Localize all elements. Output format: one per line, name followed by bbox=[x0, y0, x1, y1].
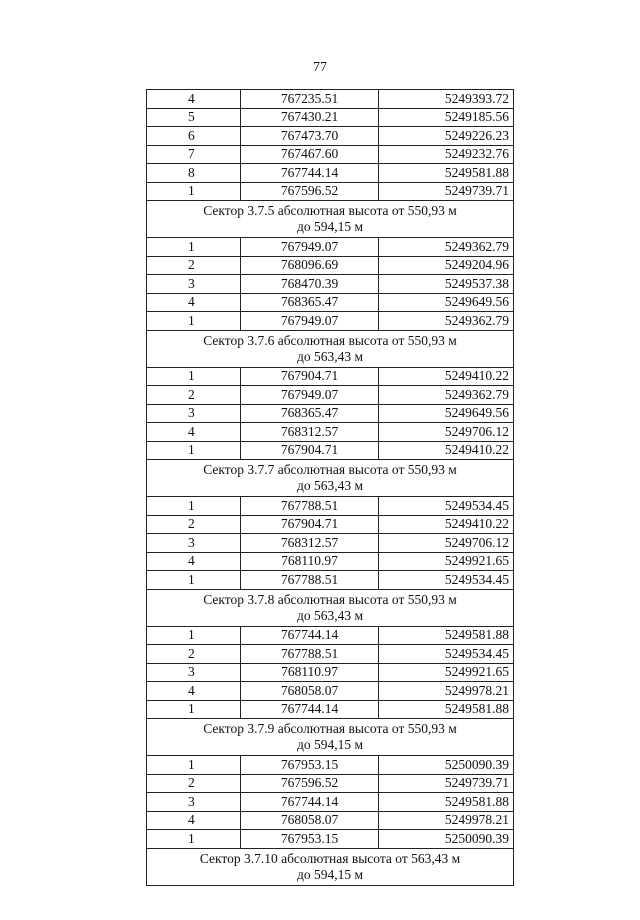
point-number-cell: 1 bbox=[147, 497, 241, 516]
x-coordinate-cell: 767949.07 bbox=[241, 312, 379, 331]
table-row bbox=[147, 90, 514, 109]
x-coordinate-cell: 767596.52 bbox=[241, 182, 379, 201]
y-coordinate-cell: 5249410.22 bbox=[379, 515, 514, 534]
point-number-cell: 1 bbox=[147, 312, 241, 331]
point-number-cell: 4 bbox=[147, 90, 241, 109]
y-coordinate-cell: 5249534.45 bbox=[379, 571, 514, 590]
point-number-cell: 2 bbox=[147, 515, 241, 534]
y-coordinate-cell: 5249921.65 bbox=[379, 552, 514, 571]
y-coordinate-cell: 5249581.88 bbox=[379, 700, 514, 719]
y-coordinate-cell: 5249739.71 bbox=[379, 182, 514, 201]
y-coordinate-cell: 5249978.21 bbox=[379, 811, 514, 830]
y-coordinate-cell: 5249393.72 bbox=[379, 90, 514, 109]
table-row bbox=[147, 275, 514, 294]
table-row bbox=[147, 164, 514, 183]
table-row bbox=[147, 238, 514, 257]
x-coordinate-cell: 768096.69 bbox=[241, 256, 379, 275]
sector-height-upper: до 594,15 м bbox=[296, 737, 364, 752]
y-coordinate-cell: 5249204.96 bbox=[379, 256, 514, 275]
point-number-cell: 3 bbox=[147, 663, 241, 682]
x-coordinate-cell: 768058.07 bbox=[241, 811, 379, 830]
y-coordinate-cell: 5249581.88 bbox=[379, 164, 514, 183]
table-row bbox=[147, 145, 514, 164]
table-row bbox=[147, 497, 514, 516]
y-coordinate-cell: 5249226.23 bbox=[379, 127, 514, 146]
table-row bbox=[147, 793, 514, 812]
coordinates-table bbox=[146, 89, 514, 886]
x-coordinate-cell: 767596.52 bbox=[241, 774, 379, 793]
y-coordinate-cell: 5249739.71 bbox=[379, 774, 514, 793]
table-row bbox=[147, 626, 514, 645]
sector-header bbox=[147, 201, 514, 238]
y-coordinate-cell: 5249706.12 bbox=[379, 423, 514, 442]
y-coordinate-cell: 5249581.88 bbox=[379, 626, 514, 645]
sector-title: Сектор 3.7.9 абсолютная высота от 550,93 м bbox=[203, 721, 457, 736]
table-row bbox=[147, 367, 514, 386]
sector-header bbox=[147, 460, 514, 497]
point-number-cell: 4 bbox=[147, 682, 241, 701]
table-row bbox=[147, 423, 514, 442]
sector-header-row bbox=[147, 719, 514, 756]
table-row bbox=[147, 811, 514, 830]
table-row bbox=[147, 756, 514, 775]
sector-title: Сектор 3.7.7 абсолютная высота от 550,93 м bbox=[203, 462, 457, 477]
point-number-cell: 1 bbox=[147, 700, 241, 719]
point-number-cell: 3 bbox=[147, 534, 241, 553]
x-coordinate-cell: 767949.07 bbox=[241, 386, 379, 405]
page-number: 77 bbox=[313, 60, 327, 75]
sector-height-upper: до 594,15 м bbox=[296, 866, 364, 882]
x-coordinate-cell: 767430.21 bbox=[241, 108, 379, 127]
point-number-cell: 7 bbox=[147, 145, 241, 164]
x-coordinate-cell: 767473.70 bbox=[241, 127, 379, 146]
point-number-cell: 1 bbox=[147, 756, 241, 775]
sector-title: Сектор 3.7.5 абсолютная высота от 550,93 м bbox=[203, 203, 457, 218]
x-coordinate-cell: 768312.57 bbox=[241, 423, 379, 442]
sector-header bbox=[147, 330, 514, 367]
y-coordinate-cell: 5249185.56 bbox=[379, 108, 514, 127]
y-coordinate-cell: 5249362.79 bbox=[379, 238, 514, 257]
sector-header-row bbox=[147, 460, 514, 497]
y-coordinate-cell: 5249706.12 bbox=[379, 534, 514, 553]
point-number-cell: 4 bbox=[147, 423, 241, 442]
table-row bbox=[147, 312, 514, 331]
point-number-cell: 2 bbox=[147, 774, 241, 793]
y-coordinate-cell: 5249410.22 bbox=[379, 367, 514, 386]
y-coordinate-cell: 5249649.56 bbox=[379, 404, 514, 423]
point-number-cell: 2 bbox=[147, 386, 241, 405]
x-coordinate-cell: 767904.71 bbox=[241, 515, 379, 534]
x-coordinate-cell: 768058.07 bbox=[241, 682, 379, 701]
x-coordinate-cell: 767235.51 bbox=[241, 90, 379, 109]
x-coordinate-cell: 767904.71 bbox=[241, 367, 379, 386]
sector-height-upper: до 563,43 м bbox=[296, 478, 364, 493]
y-coordinate-cell: 5249649.56 bbox=[379, 293, 514, 312]
table-row bbox=[147, 127, 514, 146]
point-number-cell: 5 bbox=[147, 108, 241, 127]
sector-title: Сектор 3.7.10 абсолютная высота от 563,43 м bbox=[199, 850, 461, 866]
point-number-cell: 2 bbox=[147, 645, 241, 664]
x-coordinate-cell: 767953.15 bbox=[241, 830, 379, 849]
sector-header-row bbox=[147, 848, 514, 885]
table-row bbox=[147, 552, 514, 571]
x-coordinate-cell: 768365.47 bbox=[241, 404, 379, 423]
point-number-cell: 1 bbox=[147, 626, 241, 645]
table-row bbox=[147, 700, 514, 719]
y-coordinate-cell: 5250090.39 bbox=[379, 756, 514, 775]
table-row bbox=[147, 386, 514, 405]
sector-header bbox=[147, 848, 514, 885]
point-number-cell: 2 bbox=[147, 256, 241, 275]
x-coordinate-cell: 767949.07 bbox=[241, 238, 379, 257]
table-row bbox=[147, 663, 514, 682]
point-number-cell: 3 bbox=[147, 275, 241, 294]
sector-header-row bbox=[147, 201, 514, 238]
y-coordinate-cell: 5249921.65 bbox=[379, 663, 514, 682]
table-row bbox=[147, 441, 514, 460]
y-coordinate-cell: 5249362.79 bbox=[379, 386, 514, 405]
x-coordinate-cell: 767788.51 bbox=[241, 571, 379, 590]
table-row bbox=[147, 256, 514, 275]
point-number-cell: 6 bbox=[147, 127, 241, 146]
table-row bbox=[147, 830, 514, 849]
table-row bbox=[147, 534, 514, 553]
x-coordinate-cell: 768110.97 bbox=[241, 552, 379, 571]
sector-height-upper: до 563,43 м bbox=[296, 607, 364, 623]
sector-header bbox=[147, 589, 514, 626]
sector-header-row bbox=[147, 589, 514, 626]
x-coordinate-cell: 767788.51 bbox=[241, 497, 379, 516]
sector-title: Сектор 3.7.6 абсолютная высота от 550,93 м bbox=[203, 332, 457, 348]
point-number-cell: 1 bbox=[147, 830, 241, 849]
x-coordinate-cell: 767744.14 bbox=[241, 164, 379, 183]
point-number-cell: 1 bbox=[147, 182, 241, 201]
x-coordinate-cell: 767904.71 bbox=[241, 441, 379, 460]
point-number-cell: 1 bbox=[147, 367, 241, 386]
x-coordinate-cell: 768365.47 bbox=[241, 293, 379, 312]
x-coordinate-cell: 767788.51 bbox=[241, 645, 379, 664]
point-number-cell: 3 bbox=[147, 404, 241, 423]
table-row bbox=[147, 182, 514, 201]
x-coordinate-cell: 768110.97 bbox=[241, 663, 379, 682]
table-row bbox=[147, 515, 514, 534]
table-row bbox=[147, 774, 514, 793]
table-row bbox=[147, 404, 514, 423]
y-coordinate-cell: 5249232.76 bbox=[379, 145, 514, 164]
point-number-cell: 4 bbox=[147, 293, 241, 312]
table-row bbox=[147, 293, 514, 312]
point-number-cell: 8 bbox=[147, 164, 241, 183]
y-coordinate-cell: 5249534.45 bbox=[379, 497, 514, 516]
coordinates-table-body bbox=[147, 90, 514, 886]
point-number-cell: 3 bbox=[147, 793, 241, 812]
x-coordinate-cell: 767744.14 bbox=[241, 626, 379, 645]
table-row bbox=[147, 682, 514, 701]
point-number-cell: 4 bbox=[147, 552, 241, 571]
y-coordinate-cell: 5249537.38 bbox=[379, 275, 514, 294]
sector-height-upper: до 594,15 м bbox=[296, 219, 364, 234]
point-number-cell: 1 bbox=[147, 571, 241, 590]
point-number-cell: 1 bbox=[147, 441, 241, 460]
x-coordinate-cell: 767953.15 bbox=[241, 756, 379, 775]
x-coordinate-cell: 767744.14 bbox=[241, 793, 379, 812]
table-row bbox=[147, 108, 514, 127]
sector-header-row bbox=[147, 330, 514, 367]
table-row bbox=[147, 571, 514, 590]
point-number-cell: 4 bbox=[147, 811, 241, 830]
sector-height-upper: до 563,43 м bbox=[296, 348, 364, 364]
sector-title: Сектор 3.7.8 абсолютная высота от 550,93 м bbox=[203, 591, 457, 607]
x-coordinate-cell: 768312.57 bbox=[241, 534, 379, 553]
y-coordinate-cell: 5250090.39 bbox=[379, 830, 514, 849]
x-coordinate-cell: 767467.60 bbox=[241, 145, 379, 164]
x-coordinate-cell: 767744.14 bbox=[241, 700, 379, 719]
y-coordinate-cell: 5249978.21 bbox=[379, 682, 514, 701]
y-coordinate-cell: 5249410.22 bbox=[379, 441, 514, 460]
y-coordinate-cell: 5249534.45 bbox=[379, 645, 514, 664]
table-row bbox=[147, 645, 514, 664]
point-number-cell: 1 bbox=[147, 238, 241, 257]
y-coordinate-cell: 5249362.79 bbox=[379, 312, 514, 331]
y-coordinate-cell: 5249581.88 bbox=[379, 793, 514, 812]
sector-header bbox=[147, 719, 514, 756]
x-coordinate-cell: 768470.39 bbox=[241, 275, 379, 294]
